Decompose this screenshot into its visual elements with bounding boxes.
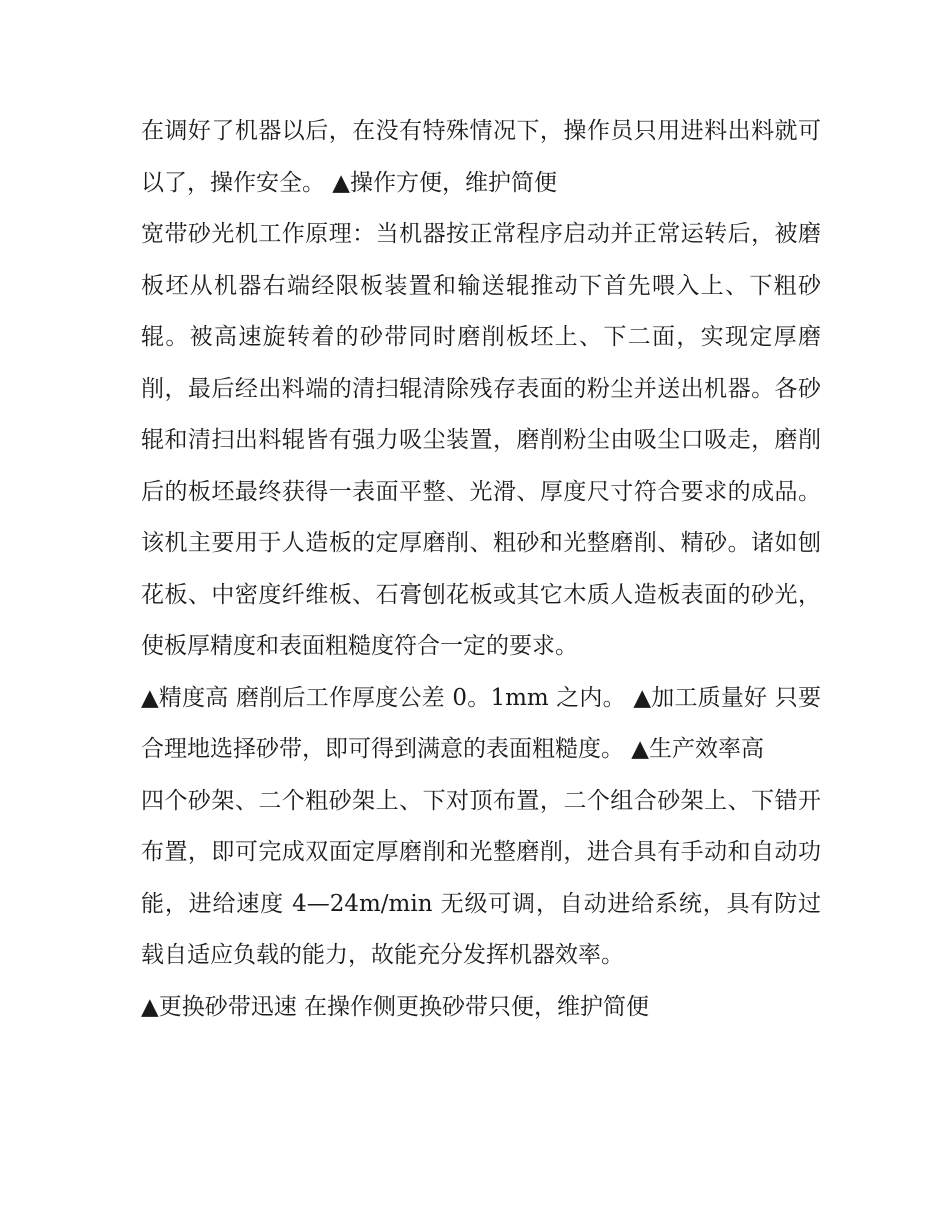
document-body <box>141 106 821 1033</box>
paragraph-working-principle: 宽带砂光机工作原理：当机器按正常程序启动并正常运转后，被磨板坯从机器右端经限板装置和输送辊推动下首先喂入上、下粗砂辊。被高速旋转着的砂带同时磨削板坯上、下二面，实现定厚磨削，最后经出料端的清扫辊清除残存表面的粉尘并送出机器。各砂辊和清扫出料辊皆有强力吸尘装置，磨削粉尘由吸尘口吸走，磨削后的板坯最终获得一表面平整、光滑、厚度尺寸符合要求的成品。该机主要用于人造板的定厚磨削、粗砂和光整磨削、精砂。诸如刨花板、中密度纤维板、石膏刨花板或其它木质人造板表面的砂光，使板厚精度和表面粗糙度符合一定的要求。 <box>141 221 821 659</box>
paragraph-operation-safety: 在调好了机器以后，在没有特殊情况下，操作员只用进料出料就可以了，操作安全。 ▲操作方便，维护简便 <box>141 118 821 196</box>
paragraph-precision-quality: ▲精度高 磨削后工作厚度公差 0。1mm 之内。 ▲加工质量好 只要合理地选择砂带，即可得到满意的表面粗糙度。 ▲生产效率高 <box>141 684 821 762</box>
paragraph-sanding-frames: 四个砂架、二个粗砂架上、下对顶布置，二个组合砂架上、下错开布置，即可完成双面定厚磨削和光整磨削，进合具有手动和自动功能，进给速度 4—24m/min 无级可调，自动进给系统，具有防过载自适应负载的能力，故能充分发挥机器效率。 <box>141 787 821 968</box>
paragraph-belt-replacement: ▲更换砂带迅速 在操作侧更换砂带只便，维护简便 <box>141 993 649 1020</box>
